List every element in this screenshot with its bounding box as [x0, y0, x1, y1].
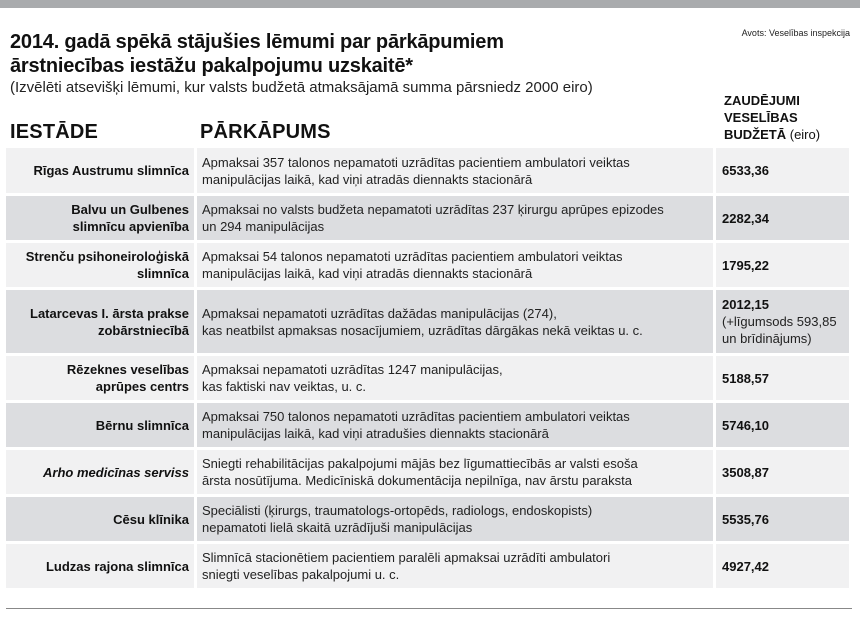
violation-line-2: manipulācijas laikā, kad viņi atradās diennakts stacionārā: [202, 266, 533, 281]
loss-cell: [716, 403, 849, 447]
violation-line-1: Apmaksai no valsts budžeta nepamatoti uzrādītas 237 ķirurgu aprūpes epizodes: [202, 202, 664, 217]
loss-cell: [716, 356, 849, 400]
violation-line-2: un 294 manipulācijas: [202, 219, 325, 234]
loss-amount: 5746,10: [722, 417, 769, 433]
violation-cell: [197, 356, 713, 400]
table-row: [6, 544, 852, 588]
top-bar: [0, 0, 860, 8]
loss-amount: 2282,34: [722, 210, 769, 226]
loss-amount: 4927,42: [722, 558, 769, 574]
loss-note-line-1: (+līgumsods 593,85: [722, 314, 837, 329]
institution-cell: [6, 290, 194, 353]
table-row: [6, 497, 852, 541]
institution-name-line-2: zobārstniecībā: [97, 322, 189, 338]
violation-line-1: Slimnīcā stacionētiem pacientiem paralēli apmaksai uzrādīti ambulatori: [202, 550, 611, 565]
violation-line-2: nepamatoti lielā skaitā uzrādījuši manipulācijas: [202, 520, 473, 535]
loss-cell: [716, 148, 849, 193]
violation-line-1: Apmaksai 54 talonos nepamatoti uzrādītas pacientiem ambulatori veiktas: [202, 249, 623, 264]
table-row: [6, 290, 852, 353]
institution-name-line-1: Rēzeknes veselības: [66, 362, 189, 377]
loss-amount: 3508,87: [722, 464, 769, 480]
loss-amount: 5535,76: [722, 511, 769, 527]
violation-cell: [197, 544, 713, 588]
institution-name-line-2: slimnīcu apvienība: [72, 219, 189, 234]
institution-cell: [6, 544, 194, 588]
column-header-loss-line-2: VESELĪBAS: [724, 110, 798, 125]
table-row: [6, 196, 852, 240]
violation-cell: [197, 450, 713, 494]
table-row: [6, 450, 852, 494]
violation-cell: [197, 290, 713, 353]
violation-line-1: Sniegti rehabilitācijas pakalpojumi mājās bez līgumattiecībās ar valsti esoša: [202, 456, 638, 471]
source-note: Avots: Veselības inspekcija: [741, 28, 850, 38]
title-block: [10, 30, 700, 97]
violation-cell: [197, 196, 713, 240]
institution-name-line-1: Cēsu klīnika: [113, 511, 189, 527]
violation-line-1: Apmaksai 750 talonos nepamatoti uzrādītas pacientiem ambulatori veiktas: [202, 409, 630, 424]
violation-line-2: ārsta nosūtījuma. Medicīniskā dokumentācija nepilnīga, nav ārstu paraksta: [202, 473, 632, 488]
violation-cell: [197, 148, 713, 193]
page-title-line-2: ārstniecības iestāžu pakalpojumu uzskaitē*: [10, 55, 413, 77]
violation-cell: [197, 243, 713, 287]
table-row: [6, 243, 852, 287]
violation-line-2: kas faktiski nav veiktas, u. c.: [202, 379, 367, 394]
institution-cell: [6, 450, 194, 494]
page-subtitle: (Izvēlēti atsevišķi lēmumi, kur valsts budžetā atmaksājamā summa pārsniedz 2000 eiro): [10, 79, 593, 96]
institution-name-line-1: Latarcevas I. ārsta prakse: [30, 305, 189, 321]
violation-line-1: Apmaksai nepamatoti uzrādītas dažādas manipulācijas (274),: [202, 305, 557, 321]
violation-line-1: Apmaksai 357 talonos nepamatoti uzrādītas pacientiem ambulatori veiktas: [202, 154, 630, 170]
violation-line-2: manipulācijas laikā, kad viņi atradušies diennakts stacionārā: [202, 426, 549, 441]
page-title-line-1: 2014. gadā spēkā stājušies lēmumi par pārkāpumiem: [10, 31, 504, 53]
loss-amount: 6533,36: [722, 163, 769, 178]
loss-amount: 1795,22: [722, 257, 769, 273]
table-row: [6, 356, 852, 400]
violation-line-2: sniegti veselības pakalpojumi u. c.: [202, 567, 400, 582]
loss-cell: [716, 290, 849, 353]
column-header-loss-unit: (eiro): [789, 127, 821, 142]
institution-cell: [6, 497, 194, 541]
column-header-loss: [724, 92, 820, 143]
bottom-rule: [6, 608, 852, 609]
violation-line-2: kas neatbilst apmaksas nosacījumiem, uzrādītas dārgākas nekā veiktas u. c.: [202, 322, 643, 338]
violations-table: [6, 148, 852, 591]
violation-line-1: Speciālisti (ķirurgs, traumatologs-ortopēds, radiologs, endoskopists): [202, 503, 593, 518]
column-header-loss-budget: BUDŽETĀ: [724, 127, 787, 142]
institution-name-line-1: Strenču psihoneiroloģiskā: [25, 249, 189, 264]
column-header-loss-line-3: [724, 126, 820, 143]
column-header-institution: IESTĀDE: [10, 121, 99, 143]
loss-cell: [716, 243, 849, 287]
loss-amount: 5188,57: [722, 370, 769, 386]
table-row: [6, 403, 852, 447]
institution-name-line-2: slimnīca: [136, 266, 189, 281]
loss-cell: [716, 544, 849, 588]
institution-name-line-1: Balvu un Gulbenes: [71, 202, 189, 217]
loss-note-line-2: un brīdinājums): [722, 331, 812, 346]
institution-name-line-2: aprūpes centrs: [95, 379, 189, 394]
table-row: [6, 148, 852, 193]
institution-name-line-1: Ludzas rajona slimnīca: [45, 558, 189, 574]
institution-name-line-1: Rīgas Austrumu slimnīca: [33, 163, 189, 178]
institution-cell: [6, 196, 194, 240]
loss-cell: [716, 450, 849, 494]
loss-cell: [716, 497, 849, 541]
violation-line-1: Apmaksai nepamatoti uzrādītas 1247 manipulācijas,: [202, 362, 503, 377]
loss-cell: [716, 196, 849, 240]
institution-name-line-1: Bērnu slimnīca: [95, 417, 189, 433]
institution-cell: [6, 148, 194, 193]
loss-amount: 2012,15: [722, 297, 769, 312]
violation-cell: [197, 403, 713, 447]
institution-cell: [6, 403, 194, 447]
institution-cell: [6, 356, 194, 400]
violation-cell: [197, 497, 713, 541]
institution-name-line-1: Arho medicīnas serviss: [43, 464, 189, 480]
column-header-loss-line-1: ZAUDĒJUMI: [724, 93, 800, 108]
violation-line-2: manipulācijas laikā, kad viņi atradās diennakts stacionārā: [202, 171, 533, 187]
institution-cell: [6, 243, 194, 287]
column-header-violation: PĀRKĀPUMS: [200, 121, 331, 143]
